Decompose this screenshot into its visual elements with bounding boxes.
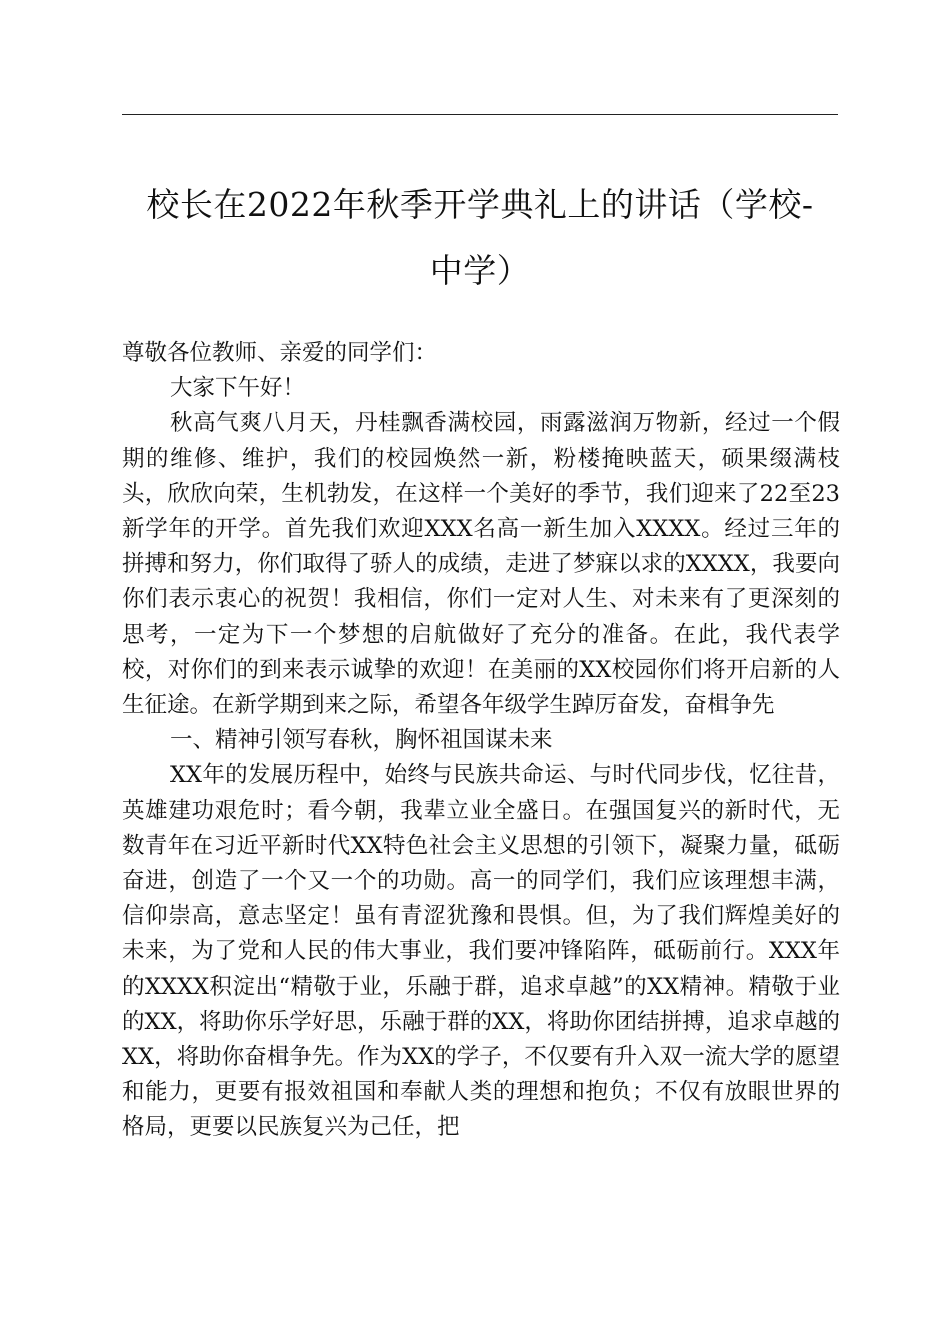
title-line-2: 中学）: [429, 251, 531, 290]
paragraph-1: 秋高气爽八月天，丹桂飘香满校园，雨露滋润万物新，经过一个假期的维修、维护，我们的校园焕然一新，粉楼掩映蓝天，硕果缀满枝头，欣欣向荣，生机勃发，在这样一个美好的季节，我们迎来了22至23新学年的开学。首先我们欢迎XXX名高一新生加入XXXX。经过三年的拼搏和努力，你们取得了骄人的成绩，走进了梦寐以求的XXXX，我要向你们表示衷心的祝贺！我相信，你们一定对人生、对未来有了更深刻的思考，一定为下一个梦想的启航做好了充分的准备。在此，我代表学校，对你们的到来表示诚挚的欢迎！在美丽的XX校园你们将开启新的人生征途。在新学期到来之际，希望各年级学生踔厉奋发，奋楫争先: [122, 410, 840, 719]
paragraph-2: XX年的发展历程中，始终与民族共命运、与时代同步伐，忆往昔，英雄建功艰危时；看今朝，我辈立业全盛日。在强国复兴的新时代，无数青年在习近平新时代XX特色社会主义思想的引领下，凝聚力量，砥砺奋进，创造了一个又一个的功勋。高一的同学们，我们应该理想丰满，信仰崇高，意志坚定！虽有青涩犹豫和畏惧。但，为了我们辉煌美好的未来，为了党和人民的伟大事业，我们要冲锋陷阵，砥砺前行。XXX年的XXXX积淀出“精敬于业，乐融于群，追求卓越”的XX精神。精敬于业的XX，将助你乐学好思，乐融于群的XX，将助你团结拼搏，追求卓越的XX，将助你奋楫争先。作为XX的学子，不仅要有升入双一流大学的愿望和能力，更要有报效祖国和奉献人类的理想和抱负；不仅有放眼世界的格局，更要以民族复兴为己任，把: [122, 762, 840, 1141]
document-title: [122, 172, 838, 304]
document-body: [122, 336, 840, 1146]
header-rule: [122, 114, 838, 115]
salutation: 尊敬各位教师、亲爱的同学们：: [122, 340, 438, 366]
title-line-1: 校长在2022年秋季开学典礼上的讲话（学校-: [146, 185, 814, 224]
section-1-heading: 一、精神引领写春秋，胸怀祖国谋未来: [170, 727, 553, 754]
greeting: 大家下午好！: [170, 375, 306, 402]
